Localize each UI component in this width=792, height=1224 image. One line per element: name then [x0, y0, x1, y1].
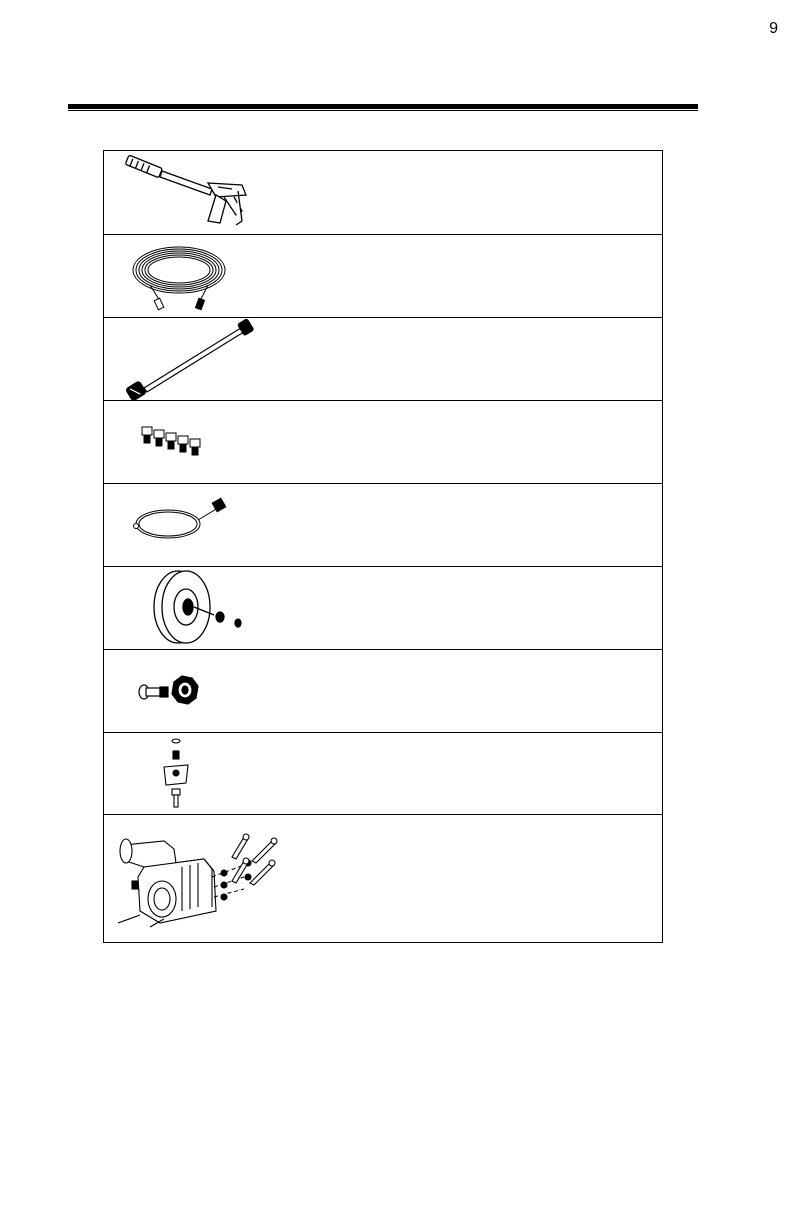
pump-assembly-icon: [104, 815, 304, 943]
part-row-high-pressure-hose: [104, 234, 662, 317]
header-rule: [68, 104, 698, 109]
part-row-pump-assembly: [104, 814, 662, 942]
siphon-hose-icon: [104, 484, 304, 566]
part-row-spray-gun: [104, 151, 662, 234]
page-number: 9: [769, 20, 778, 37]
part-row-extension-wand: [104, 317, 662, 400]
part-row-wheel: [104, 566, 662, 649]
wand-adapter-icon: [104, 650, 304, 732]
part-row-wand-adapter: [104, 649, 662, 732]
extension-wand-icon: [104, 318, 304, 400]
nozzle-tips-icon: [104, 401, 304, 483]
part-row-mounting-bracket: [104, 732, 662, 814]
header-rule-thin: [68, 110, 698, 111]
wheel-icon: [104, 567, 304, 649]
part-row-siphon-hose: [104, 483, 662, 566]
parts-table: [103, 150, 663, 943]
high-pressure-hose-icon: [104, 235, 304, 317]
spray-gun-icon: [104, 151, 304, 233]
part-row-nozzle-tips: [104, 400, 662, 483]
mounting-bracket-icon: [104, 733, 304, 815]
